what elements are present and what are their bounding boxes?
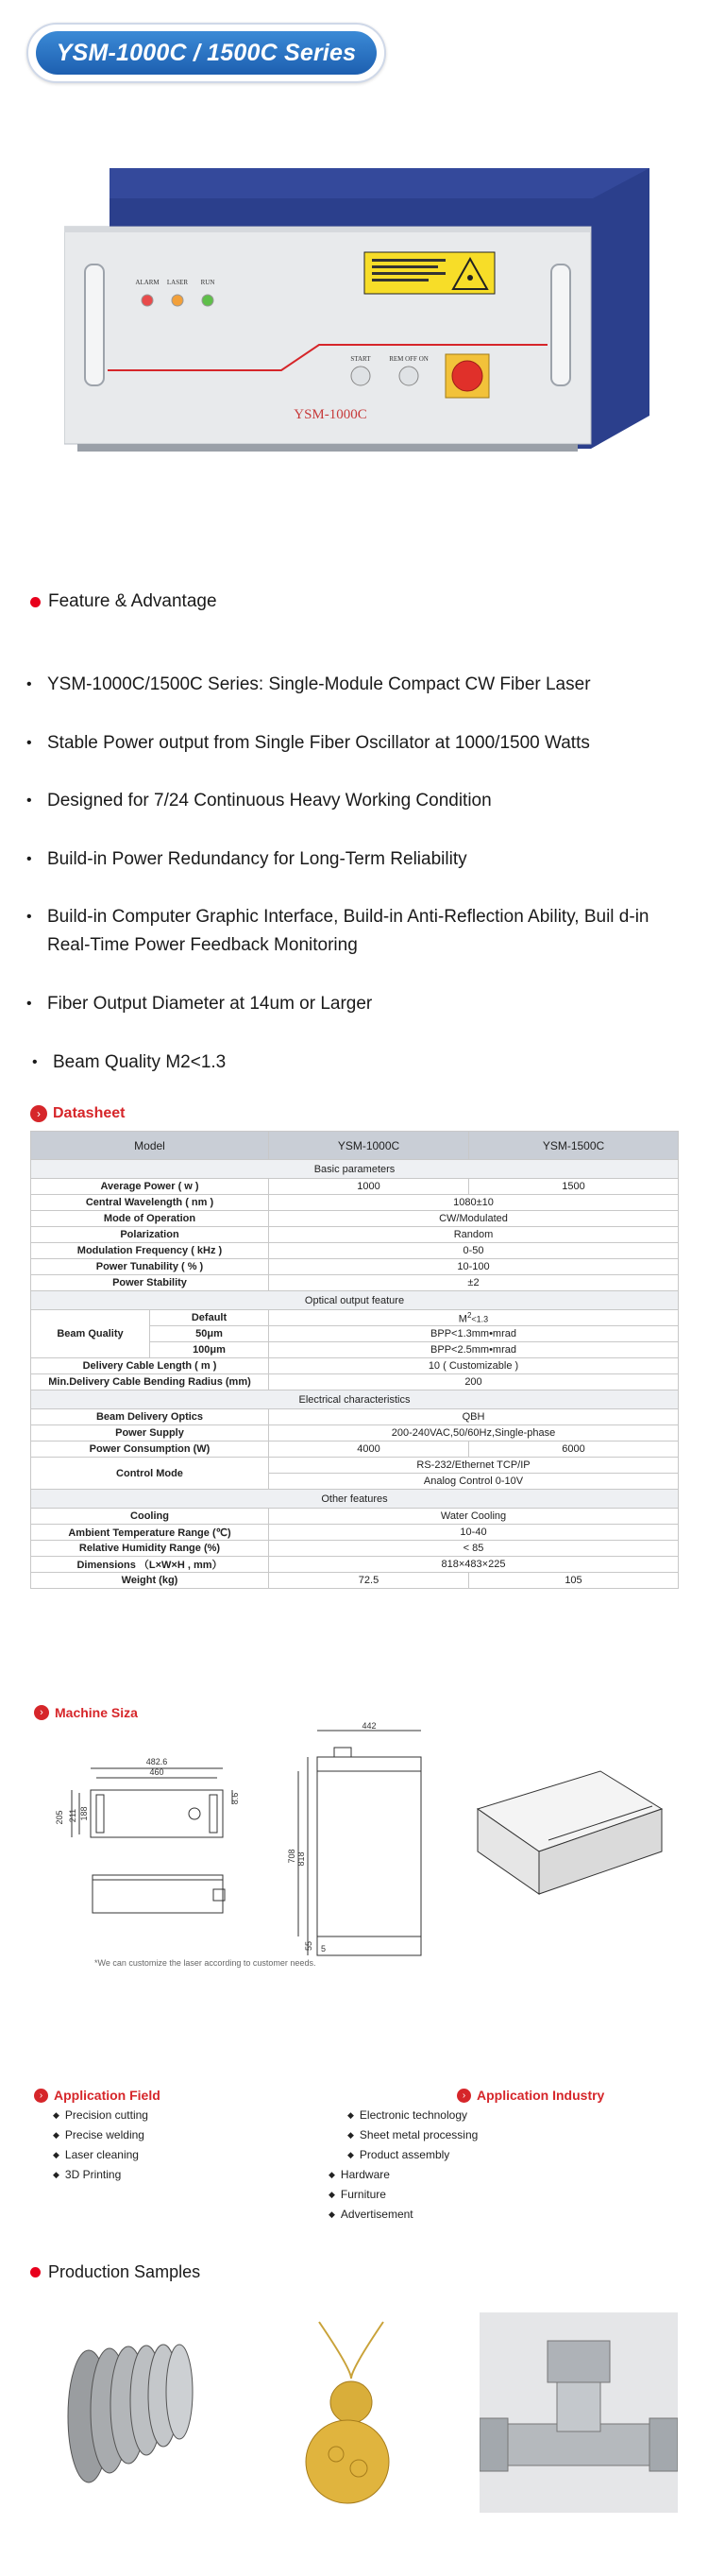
feature-item: • Designed for 7/24 Continuous Heavy Working Condition: [26, 791, 492, 810]
row-value: 10-40: [269, 1525, 679, 1541]
row-value: 818×483×225: [269, 1557, 679, 1573]
application-field-heading-text: Application Field: [54, 2088, 160, 2103]
sub-label: 100μm: [150, 1342, 269, 1358]
application-industry-heading-text: Application Industry: [477, 2088, 605, 2103]
table-row: [31, 1541, 679, 1557]
list-item: ◆ Sheet metal processing: [347, 2128, 479, 2141]
table-row: [31, 1557, 679, 1573]
arrow-right-icon: ›: [34, 1705, 49, 1720]
table-row: [31, 1211, 679, 1227]
dim-label: 482.6: [145, 1757, 168, 1766]
column-header: Model: [31, 1132, 269, 1160]
row-value: < 85: [269, 1541, 679, 1557]
dim-label: 8.6: [230, 1792, 240, 1805]
table-row: [31, 1509, 679, 1525]
row-value: 1080±10: [269, 1195, 679, 1211]
feature-item: • Beam Quality M2<1.3: [32, 1052, 227, 1072]
row-label: Dimensions （L×W×H , mm）: [31, 1557, 269, 1573]
dim-label: 55: [304, 1940, 313, 1952]
row-value: BPP<2.5mm•mrad: [269, 1342, 679, 1358]
indicator-alarm-label: ALARM: [135, 279, 160, 286]
row-label: Power Consumption (W): [31, 1442, 269, 1458]
row-label: Cooling: [31, 1509, 269, 1525]
row-value: Analog Control 0-10V: [269, 1474, 679, 1490]
start-key-label: START: [350, 355, 371, 363]
dimension-drawings: [34, 1719, 685, 1974]
list-item: ◆ Hardware: [329, 2168, 390, 2181]
row-value: $M^2<1.3$: [269, 1310, 679, 1326]
sample-image-gold-pendant: [253, 2312, 449, 2513]
row-label: Min.Delivery Cable Bending Radius (mm): [31, 1374, 269, 1390]
dim-label: 211: [68, 1808, 77, 1823]
list-item: ◆ Precision cutting: [53, 2108, 148, 2122]
row-value: 200: [269, 1374, 679, 1390]
feature-item: • Build-in Computer Graphic Interface, Build-in Anti-Reflection Ability, Buil d-in Real-Time Power Feedback Monitoring: [26, 907, 649, 955]
row-value: ±2: [269, 1275, 679, 1291]
table-row: [31, 1425, 679, 1442]
table-row: [31, 1409, 679, 1425]
table-row: [31, 1573, 679, 1589]
dim-label: 818: [296, 1851, 306, 1867]
row-label: Ambient Temperature Range (℃): [31, 1525, 269, 1541]
row-value: 1500: [469, 1179, 679, 1195]
customization-note: *We can customize the laser according to customer needs.: [94, 1958, 316, 1968]
row-label: Beam Quality: [31, 1310, 150, 1358]
list-item: ◆ Laser cleaning: [53, 2148, 139, 2161]
indicator-run-label: RUN: [200, 279, 215, 286]
list-item: ◆ 3D Printing: [53, 2168, 122, 2181]
list-item: ◆ Precise welding: [53, 2128, 144, 2141]
row-value: Random: [269, 1227, 679, 1243]
row-label: Mode of Operation: [31, 1211, 269, 1227]
list-item: ◆ Product assembly: [347, 2148, 450, 2161]
row-label: Polarization: [31, 1227, 269, 1243]
dim-label: 188: [79, 1806, 89, 1821]
row-label: Beam Delivery Optics: [31, 1409, 269, 1425]
feature-item: • Stable Power output from Single Fiber Oscillator at 1000/1500 Watts: [26, 733, 590, 753]
section-row: Optical output feature: [31, 1291, 679, 1310]
sub-label: Default: [150, 1310, 269, 1326]
datasheet-table: [30, 1131, 679, 1589]
row-label: Control Mode: [31, 1458, 269, 1490]
list-item: ◆ Electronic technology: [347, 2108, 467, 2122]
row-value: QBH: [269, 1409, 679, 1425]
feature-heading-text: Feature & Advantage: [48, 591, 217, 611]
row-value: 4000: [269, 1442, 469, 1458]
model-plate: YSM-1000C: [294, 407, 367, 422]
bullet-dot-icon: [30, 2267, 41, 2277]
dim-label: 5: [321, 1944, 327, 1953]
row-value: 105: [469, 1573, 679, 1589]
row-label: Power Tunability ( % ): [31, 1259, 269, 1275]
row-value: 10 ( Customizable ): [269, 1358, 679, 1374]
arrow-right-icon: ›: [457, 2089, 471, 2103]
row-value: CW/Modulated: [269, 1211, 679, 1227]
indicator-laser-label: LASER: [166, 279, 189, 286]
section-row: Other features: [31, 1490, 679, 1509]
column-header: YSM-1000C: [269, 1132, 469, 1160]
machine-size-heading-text: Machine Siza: [55, 1705, 138, 1720]
machine-size-heading: [34, 1705, 138, 1720]
datasheet-heading: [30, 1105, 125, 1122]
feature-item: • Build-in Power Redundancy for Long-Term Reliability: [26, 849, 467, 869]
row-value: 0-50: [269, 1243, 679, 1259]
bullet-dot-icon: [30, 597, 41, 607]
list-item: ◆ Furniture: [329, 2188, 386, 2201]
row-label: Weight (kg): [31, 1573, 269, 1589]
table-row: [31, 1195, 679, 1211]
sample-image-discs: [30, 2312, 232, 2513]
arrow-right-icon: ›: [34, 2089, 48, 2103]
datasheet-heading-text: Datasheet: [53, 1105, 126, 1121]
feature-heading: [30, 591, 217, 612]
row-label: Power Supply: [31, 1425, 269, 1442]
sub-label: 50μm: [150, 1326, 269, 1342]
table-row: [31, 1259, 679, 1275]
table-row: [31, 1458, 679, 1474]
row-value: Water Cooling: [269, 1509, 679, 1525]
row-value: 72.5: [269, 1573, 469, 1589]
row-label: Average Power ( w ): [31, 1179, 269, 1195]
samples-heading-text: Production Samples: [48, 2262, 201, 2281]
row-label: Modulation Frequency ( kHz ): [31, 1243, 269, 1259]
table-row: [31, 1374, 679, 1390]
sample-image-pipe-fitting: [480, 2312, 678, 2513]
row-label: Delivery Cable Length ( m ): [31, 1358, 269, 1374]
dim-label: 460: [149, 1767, 164, 1777]
table-header-row: [31, 1132, 679, 1160]
fiber-laser-unit-image: [64, 161, 668, 482]
row-label: Central Wavelength ( nm ): [31, 1195, 269, 1211]
emergency-stop-icon: [452, 361, 482, 391]
column-header: YSM-1500C: [469, 1132, 679, 1160]
table-row: [31, 1275, 679, 1291]
row-value: 6000: [469, 1442, 679, 1458]
application-industry-heading: [457, 2088, 604, 2103]
table-row: [31, 1525, 679, 1541]
rem-key-label: REM OFF ON: [389, 355, 429, 363]
dim-label: 205: [55, 1810, 64, 1825]
row-label: Power Stability: [31, 1275, 269, 1291]
arrow-right-icon: ›: [30, 1105, 47, 1122]
samples-heading: [30, 2262, 200, 2282]
table-row: [31, 1358, 679, 1374]
title-banner: [26, 23, 386, 83]
table-row: [31, 1442, 679, 1458]
row-label: Relative Humidity Range (%): [31, 1541, 269, 1557]
table-row: [31, 1179, 679, 1195]
row-value: 10-100: [269, 1259, 679, 1275]
row-value: BPP<1.3mm•mrad: [269, 1326, 679, 1342]
row-value: 1000: [269, 1179, 469, 1195]
table-row: [31, 1310, 679, 1326]
dim-label: 442: [362, 1721, 377, 1731]
feature-item: • Fiber Output Diameter at 14um or Larger: [26, 994, 373, 1014]
row-value: 200-240VAC,50/60Hz,Single-phase: [269, 1425, 679, 1442]
list-item: ◆ Advertisement: [329, 2208, 413, 2221]
page-title: YSM-1000C / 1500C Series: [36, 31, 377, 75]
dim-label: 708: [287, 1849, 296, 1864]
table-row: [31, 1243, 679, 1259]
section-row: Electrical characteristics: [31, 1390, 679, 1409]
application-field-heading: [34, 2088, 160, 2103]
table-row: [31, 1227, 679, 1243]
section-row: Basic parameters: [31, 1160, 679, 1179]
feature-item: • YSM-1000C/1500C Series: Single-Module Compact CW Fiber Laser: [26, 674, 591, 694]
row-value: RS-232/Ethernet TCP/IP: [269, 1458, 679, 1474]
